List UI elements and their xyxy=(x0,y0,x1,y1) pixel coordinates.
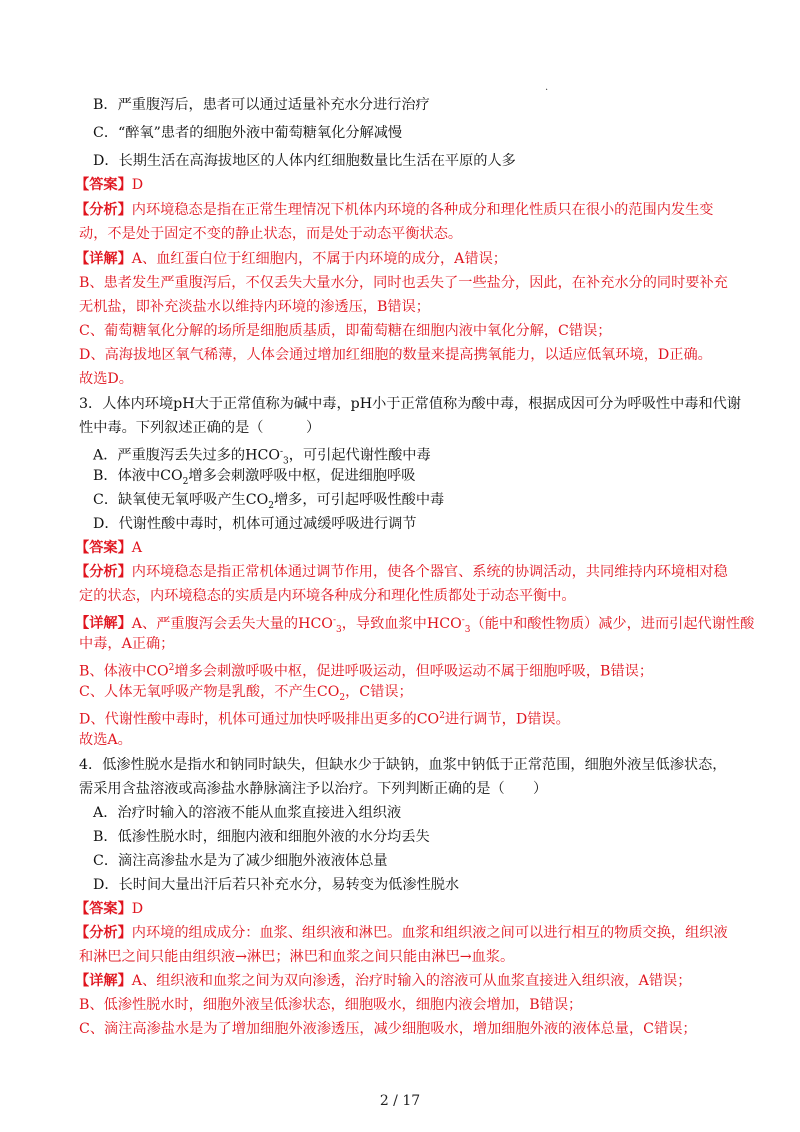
q4-option-d: D．长时间大量出汗后若只补充水分，易转变为低渗性脱水 xyxy=(93,877,460,893)
q2-analysis-line1 xyxy=(0,200,800,220)
q4-option-c: C．滴注高渗盐水是为了减少细胞外液液体总量 xyxy=(93,853,388,869)
page-number: 2 / 17 xyxy=(379,1093,421,1109)
q4-detail-line2: B、低渗性脱水时，细胞外液呈低渗状态，细胞吸水，细胞内液会增加，B错误； xyxy=(79,997,583,1013)
q3-conclusion: 故选A。 xyxy=(79,732,132,748)
answer-value: A xyxy=(131,540,143,556)
q4-stem-line1: 4．低渗性脱水是指水和钠同时缺失，但缺水少于缺钠，血浆中钠低于正常范围，细胞外液呈低渗状态， xyxy=(79,757,727,773)
detail-tag: 【详解】 xyxy=(75,251,132,267)
detail-text-part: A、严重腹泻会丢失大量的HCO xyxy=(131,615,333,632)
detail-text-part: ，导致血浆中HCO xyxy=(341,615,462,632)
q2-detail-line2: B、患者发生严重腹泻后，不仅丢失大量水分，同时也丢失了一些盐分，因此，在补充水分的同时要补充 xyxy=(79,275,728,291)
analysis-tag: 【分析】 xyxy=(75,564,132,580)
answer-tag: 【答案】 xyxy=(75,177,132,193)
q3-detail-line5 xyxy=(0,706,800,730)
answer-tag: 【答案】 xyxy=(75,901,132,917)
q4-answer xyxy=(0,899,800,919)
q4-option-a: A．治疗时输入的溶液不能从血浆直接进入组织液 xyxy=(93,805,402,821)
analysis-text: 内环境稳态是指正常机体通过调节作用，使各个器官、系统的协调活动，共同维持内环境相对稳 xyxy=(131,564,728,580)
q2-option-b: B．严重腹泻后，患者可以通过适量补充水分进行治疗 xyxy=(93,97,430,113)
q4-detail-line1 xyxy=(0,971,800,991)
q3-option-b xyxy=(0,466,800,492)
superscript: 2 xyxy=(439,711,445,721)
q3-detail-line2: 中毒，A正确； xyxy=(79,636,175,652)
q3-answer xyxy=(0,538,800,558)
q4-option-b: B．低渗性脱水时，细胞内液和细胞外液的水分均丢失 xyxy=(93,829,430,845)
q3-detail-line3 xyxy=(0,658,800,682)
analysis-tag: 【分析】 xyxy=(75,925,132,941)
q2-conclusion: 故选D。 xyxy=(79,371,133,387)
q2-option-c: C．“醉氧”患者的细胞外液中葡萄糖氧化分解减慢 xyxy=(93,125,403,141)
superscript: - xyxy=(332,615,336,625)
detail-text-part: C、人体无氧呼吸产物是乳酸，不产生CO xyxy=(79,684,340,700)
q3-analysis-line2: 定的状态，内环境稳态的实质是内环境各种成分和理化性质都处于动态平衡中。 xyxy=(79,588,576,604)
q2-analysis-line2: 动，不是处于固定不变的静止状态，而是处于动态平衡状态。 xyxy=(79,226,463,242)
analysis-tag: 【分析】 xyxy=(75,202,132,218)
subscript: 3 xyxy=(335,624,342,635)
answer-value: D xyxy=(131,177,144,193)
q4-detail-line3: C、滴注高渗盐水是为了增加细胞外液渗透压，减少细胞吸水，增加细胞外液的液体总量，C错误； xyxy=(79,1021,697,1037)
q4-stem-line2: 需采用含盐溶液或高渗盐水静脉滴注予以治疗。下列判断正确的是（ ） xyxy=(79,781,548,797)
detail-tag: 【详解】 xyxy=(75,615,132,632)
q3-detail-line4 xyxy=(0,682,800,708)
subscript: 3 xyxy=(283,456,289,467)
detail-text-part: 进行调节，D错误。 xyxy=(444,711,570,728)
q3-option-a-text-end: ，可引起代谢性酸中毒 xyxy=(288,447,431,464)
answer-value: D xyxy=(131,901,144,917)
q3-option-b-text-end: 增多会刺激呼吸中枢，促进细胞呼吸 xyxy=(188,468,416,484)
detail-text: A、血红蛋白位于红细胞内，不属于内环境的成分，A错误； xyxy=(131,251,507,267)
q3-stem-line2: 性中毒。下列叙述正确的是（ ） xyxy=(79,420,321,436)
detail-text: A、组织液和血浆之间为双向渗透，治疗时输入的溶液可从血浆直接进入组织液，A错误； xyxy=(131,973,692,989)
q4-analysis-line2: 和淋巴之间只能由组织液→淋巴；淋巴和血浆之间只能由淋巴→血浆。 xyxy=(79,949,515,965)
q3-option-d: D．代谢性酸中毒时，机体可通过减缓呼吸进行调节 xyxy=(93,516,417,532)
q4-analysis-line1 xyxy=(0,923,800,943)
superscript: - xyxy=(279,447,284,457)
subscript: 2 xyxy=(339,692,346,703)
q3-option-c-text: C．缺氧使无氧呼吸产生CO xyxy=(93,492,269,508)
subscript: 2 xyxy=(182,476,189,487)
q2-option-d: D．长期生活在高海拔地区的人体内红细胞数量比生活在平原的人多 xyxy=(93,153,516,169)
q2-detail-line5: D、高海拔地区氧气稀薄，人体会通过增加红细胞的数量来提高携氧能力，以适应低氧环境，D正确。 xyxy=(79,347,712,363)
q3-option-c xyxy=(0,490,800,516)
detail-text-part: D、代谢性酸中毒时，机体可通过加快呼吸排出更多的CO xyxy=(79,711,440,728)
analysis-text: 内环境的组成成分：血浆、组织液和淋巴。血浆和组织液之间可以进行相互的物质交换，组织液 xyxy=(131,925,728,941)
detail-text xyxy=(131,615,755,635)
superscript: - xyxy=(461,615,465,625)
detail-text-part: B、体液中CO xyxy=(79,663,169,680)
answer-tag: 【答案】 xyxy=(75,540,132,556)
superscript: 2 xyxy=(168,663,175,673)
q2-detail-line4: C、葡萄糖氧化分解的场所是细胞质基质，即葡萄糖在细胞内液中氧化分解，C错误； xyxy=(79,323,612,339)
q3-stem-line1: 3．人体内环境pH大于正常值称为碱中毒，pH小于正常值称为酸中毒，根据成因可分为呼吸性中毒和代谢 xyxy=(79,396,742,412)
q3-option-a-text: A．严重腹泻丢失过多的HCO xyxy=(93,447,280,464)
q2-detail-line3: 无机盐，即补充淡盐水以维持内环境的渗透压，B错误； xyxy=(79,299,430,315)
q2-answer xyxy=(0,175,800,195)
detail-text-part: ，C错误； xyxy=(345,684,413,700)
q2-detail-line1 xyxy=(0,249,800,269)
analysis-text: 内环境稳态是指在正常生理情况下机体内环境的各种成分和理化性质只在很小的范围内发生变 xyxy=(131,202,714,218)
detail-tag: 【详解】 xyxy=(75,973,132,989)
q3-option-b-text: B．体液中CO xyxy=(93,468,183,484)
subscript: 3 xyxy=(464,624,471,635)
q3-option-c-text-end: 增多，可引起呼吸性酸中毒 xyxy=(273,492,445,508)
q3-analysis-line1 xyxy=(0,562,800,582)
detail-text-part: 增多会刺激呼吸中枢，促进呼吸运动，但呼吸运动不属于细胞呼吸，B错误； xyxy=(174,663,654,680)
stray-mark: . xyxy=(545,82,549,93)
detail-text-part: （能中和酸性物质）减少，进而引起代谢性酸 xyxy=(470,615,755,632)
subscript: 2 xyxy=(268,500,274,511)
